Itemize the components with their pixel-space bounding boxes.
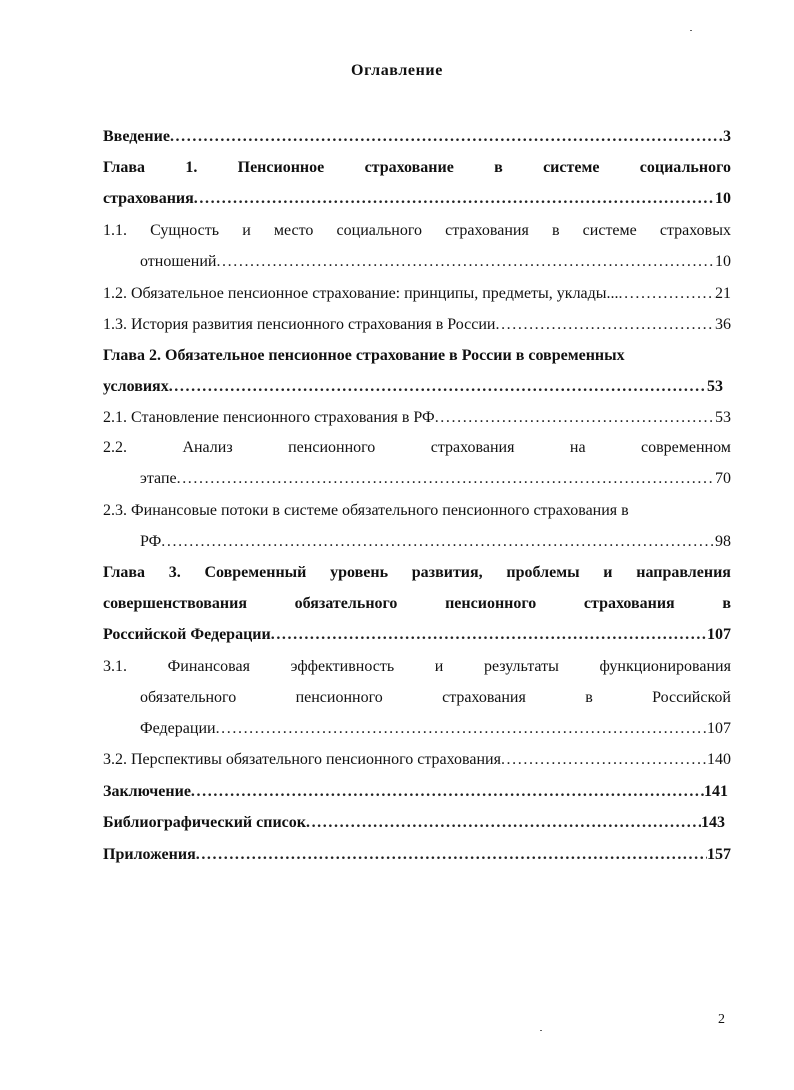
word: пенсионного xyxy=(288,439,376,456)
toc-page-number: 143 xyxy=(701,814,725,831)
word: 2.2. xyxy=(103,439,127,456)
toc-page-number: 98 xyxy=(715,533,731,550)
word: Российской xyxy=(652,689,731,706)
toc-section-3-1-heading-2[interactable] xyxy=(140,683,731,713)
leader-dots xyxy=(161,527,715,557)
toc-conclusion[interactable] xyxy=(103,777,728,807)
word: уровень xyxy=(330,564,389,581)
word: и xyxy=(242,222,251,239)
toc-chapter-3-heading-1[interactable] xyxy=(103,558,731,588)
toc-entry-title: Глава 2. Обязательное пенсионное страхование в России в современных xyxy=(103,347,625,364)
leader-dots xyxy=(619,279,715,309)
word: Глава xyxy=(103,564,145,581)
toc-entry-title: РФ xyxy=(140,533,162,550)
leader-dots xyxy=(271,620,707,650)
word: обязательного xyxy=(294,595,398,612)
scan-speck xyxy=(690,30,692,31)
word: 1. xyxy=(185,159,198,176)
word: страхования xyxy=(430,439,515,456)
toc-chapter-1-heading[interactable] xyxy=(103,153,731,183)
toc-section-1-2[interactable] xyxy=(103,279,731,309)
word: современном xyxy=(641,439,731,456)
toc-section-3-1-tail[interactable] xyxy=(140,714,731,744)
word: совершенствования xyxy=(103,595,247,612)
toc-page-number: 141 xyxy=(704,783,728,800)
leader-dots xyxy=(495,310,715,340)
page-number: 2 xyxy=(718,1012,725,1027)
word: Финансовая xyxy=(167,658,250,675)
word: Анализ xyxy=(182,439,233,456)
leader-dots xyxy=(216,247,715,277)
toc-section-2-3-tail[interactable] xyxy=(140,527,731,557)
word: пенсионного xyxy=(295,689,383,706)
word: в xyxy=(722,595,731,612)
toc-page-number: 53 xyxy=(715,409,731,426)
word: обязательного xyxy=(140,689,237,706)
word: страхования xyxy=(445,222,529,239)
word: эффективность xyxy=(290,658,395,675)
toc-entry-introduction[interactable] xyxy=(103,122,731,152)
toc-entry-title: условиях xyxy=(103,378,169,395)
toc-page-number: 140 xyxy=(707,751,731,768)
toc-chapter-1-tail[interactable] xyxy=(103,184,731,214)
leader-dots xyxy=(196,840,707,870)
word: страхование xyxy=(364,159,454,176)
word: функционирования xyxy=(599,658,731,675)
toc-page-number: 36 xyxy=(715,316,731,333)
toc-appendices[interactable] xyxy=(103,840,731,870)
toc-chapter-3-tail[interactable] xyxy=(103,620,731,650)
toc-entry-title: отношений xyxy=(140,253,217,270)
word: системе xyxy=(582,222,637,239)
leader-dots xyxy=(191,777,704,807)
toc-entry-title: Библиографический список xyxy=(103,814,306,831)
toc-section-3-1-heading-1[interactable] xyxy=(103,652,731,682)
word: Глава xyxy=(103,159,145,176)
toc-entry-title: Заключение xyxy=(103,783,191,800)
word: системе xyxy=(543,159,600,176)
toc-page-number: 21 xyxy=(715,285,731,302)
toc-entry-title: 2.3. Финансовые потоки в системе обязательного пенсионного страхования в xyxy=(103,502,629,519)
toc-entry-title: Федерации xyxy=(140,720,216,737)
word: социального xyxy=(336,222,423,239)
toc-page-number: 70 xyxy=(715,470,731,487)
word: и xyxy=(434,658,444,675)
toc-entry-title: Российской Федерации xyxy=(103,626,271,643)
toc-section-1-3[interactable] xyxy=(103,310,731,340)
toc-entry-title: Приложения xyxy=(103,846,196,863)
toc-bibliography[interactable] xyxy=(103,808,725,838)
word: направления xyxy=(636,564,731,581)
word: Сущность xyxy=(150,222,220,239)
toc-page-number: 53 xyxy=(707,378,723,395)
toc-section-1-1-heading[interactable] xyxy=(103,216,731,246)
leader-dots xyxy=(435,403,715,433)
word: страхования xyxy=(583,595,675,612)
word: Современный xyxy=(204,564,307,581)
toc-section-2-2-heading[interactable] xyxy=(103,433,731,463)
toc-page-number: 3 xyxy=(723,128,731,145)
word: страхования xyxy=(442,689,526,706)
toc-entry-title: 1.3. История развития пенсионного страхования в России xyxy=(103,316,496,333)
word: 1.1. xyxy=(103,222,127,239)
toc-page-number: 10 xyxy=(715,190,731,207)
word: в xyxy=(551,222,560,239)
leader-dots xyxy=(170,122,723,152)
toc-entry-title: Введение xyxy=(103,128,170,145)
word: на xyxy=(569,439,586,456)
toc-chapter-2-heading[interactable] xyxy=(103,341,731,371)
word: в xyxy=(585,689,593,706)
toc-section-2-3-heading[interactable] xyxy=(103,496,731,526)
toc-page-number: 10 xyxy=(715,253,731,270)
word: 3. xyxy=(168,564,181,581)
page-title: Оглавление xyxy=(351,62,443,79)
word: социального xyxy=(639,159,731,176)
word: развития, xyxy=(411,564,483,581)
leader-dots xyxy=(501,745,707,775)
word: и xyxy=(603,564,613,581)
word: место xyxy=(273,222,314,239)
toc-page-number: 107 xyxy=(707,720,731,737)
toc-entry-title: 1.2. Обязательное пенсионное страхование: принципы, предметы, уклады... xyxy=(103,285,619,302)
word: страховых xyxy=(659,222,731,239)
word: проблемы xyxy=(506,564,580,581)
toc-page-number: 157 xyxy=(707,846,731,863)
leader-dots xyxy=(216,714,707,744)
toc-entry-title: этапе xyxy=(140,470,177,487)
word: 3.1. xyxy=(103,658,127,675)
toc-section-3-2[interactable] xyxy=(103,745,731,775)
toc-page-number: 107 xyxy=(707,626,731,643)
scan-speck xyxy=(540,1030,542,1031)
leader-dots xyxy=(177,464,715,494)
leader-dots xyxy=(306,808,701,838)
word: в xyxy=(494,159,503,176)
word: результаты xyxy=(483,658,559,675)
leader-dots xyxy=(169,372,707,402)
leader-dots xyxy=(194,184,715,214)
toc-section-2-2-tail[interactable] xyxy=(140,464,731,494)
toc-section-1-1-tail[interactable] xyxy=(140,247,731,277)
word: Пенсионное xyxy=(237,159,325,176)
word: пенсионного xyxy=(445,595,537,612)
toc-chapter-3-heading-2[interactable] xyxy=(103,589,731,619)
toc-chapter-2-tail[interactable] xyxy=(103,372,723,402)
toc-section-2-1[interactable] xyxy=(103,403,731,433)
toc-entry-title: 3.2. Перспективы обязательного пенсионного страхования xyxy=(103,751,501,768)
toc-entry-title: 2.1. Становление пенсионного страхования в РФ xyxy=(103,409,435,426)
toc-entry-title: страхования xyxy=(103,190,194,207)
